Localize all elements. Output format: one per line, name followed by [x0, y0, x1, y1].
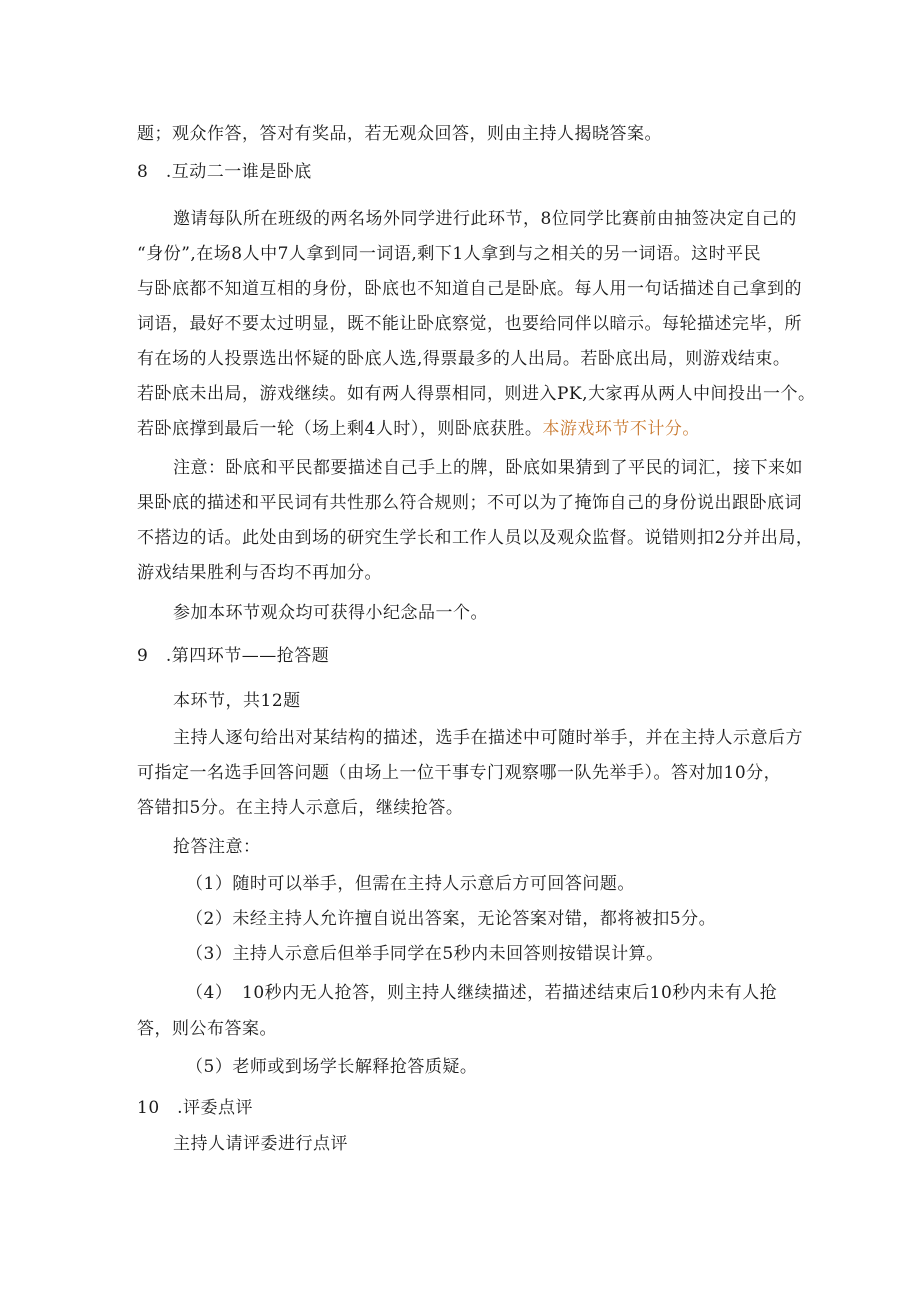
- section-8-para1-line: 与卧底都不知道互相的身份，卧底也不知道自己是卧底。每人用一句话描述自己拿到的: [137, 279, 802, 299]
- section-9-notes-title: 抢答注意：: [173, 837, 261, 857]
- section-8-para2-line: 注意：卧底和平民都要描述自己手上的牌，卧底如果猜到了平民的词汇，接下来如: [173, 458, 803, 478]
- section-9-note-item: （2）未经主持人允许擅自说出答案，无论答案对错，都将被扣5分。: [186, 909, 717, 929]
- section-8-para2-line: 游戏结果胜利与否均不再加分。: [137, 563, 382, 583]
- highlight-no-score-note: 本游戏环节不计分。: [542, 419, 700, 439]
- section-9-note-item: （1）随时可以举手，但需在主持人示意后方可回答问题。: [186, 874, 635, 894]
- section-9-count-line: 本环节，共12题: [173, 691, 301, 711]
- section-9-para1-line: 答错扣5分。在主持人示意后，继续抢答。: [137, 798, 464, 818]
- section-9-note-item: （3）主持人示意后但举手同学在5秒内未回答则按错误计算。: [186, 944, 664, 964]
- section-8-para1-last-line: [137, 418, 700, 440]
- section-8-para1-line: 邀请每队所在班级的两名场外同学进行此环节，8位同学比赛前由抽签决定自己的: [173, 209, 797, 229]
- section-8-para2-line: 果卧底的描述和平民词有共性那么符合规则；不可以为了掩饰自己的身份说出跟卧底词: [137, 493, 802, 513]
- section-8-para1-line: “身份”,在场8人中7人拿到同一词语,剩下1人拿到与之相关的另一词语。这时平民: [137, 244, 762, 264]
- section-8-para1-last-text: 若卧底撑到最后一轮（场上剩4人时），则卧底获胜。: [137, 419, 543, 439]
- section-8-para1-line: 有在场的人投票选出怀疑的卧底人选,得票最多的人出局。若卧底出局，则游戏结束。: [137, 349, 791, 369]
- section-8-para3: 参加本环节观众均可获得小纪念品一个。: [173, 603, 488, 623]
- section-8-para1-line: 词语，最好不要太过明显，既不能让卧底察觉，也要给同伴以暗示。每轮描述完毕，所: [137, 314, 802, 334]
- section-9-note-item: （5）老师或到场学长解释抢答质疑。: [186, 1057, 478, 1077]
- section-9-para1-line: 主持人逐句给出对某结构的描述，选手在描述中可随时举手，并在主持人示意后方: [173, 728, 803, 748]
- section-9-para1-line: 可指定一名选手回答问题（由场上一位干事专门观察哪一队先举手）。答对加10分，: [137, 763, 782, 783]
- section-8-para2-line: 不搭边的话。此处由到场的研究生学长和工作人员以及观众监督。说错则扣2分并出局，: [137, 528, 814, 548]
- intro-line: 题；观众作答，答对有奖品，若无观众回答，则由主持人揭晓答案。: [137, 124, 662, 144]
- section-9-heading: 9 .第四环节——抢答题: [137, 646, 330, 666]
- section-9-note-item-4: [186, 982, 777, 1004]
- section-10-body: 主持人请评委进行点评: [173, 1134, 348, 1154]
- section-8-para1-line: 若卧底未出局，游戏继续。如有两人得票相同，则进入PK,大家再从两人中间投出一个。: [137, 384, 816, 404]
- section-9-note-4-continuation: 答，则公布答案。: [137, 1019, 277, 1039]
- note-4-text: 10秒内无人抢答，则主持人继续描述，若描述结束后10秒内未有人抢: [242, 983, 778, 1003]
- note-4-number: （4）: [186, 983, 233, 1003]
- section-10-heading: 10 .评委点评: [137, 1098, 254, 1118]
- section-8-heading: 8 .互动二一谁是卧底: [137, 162, 312, 182]
